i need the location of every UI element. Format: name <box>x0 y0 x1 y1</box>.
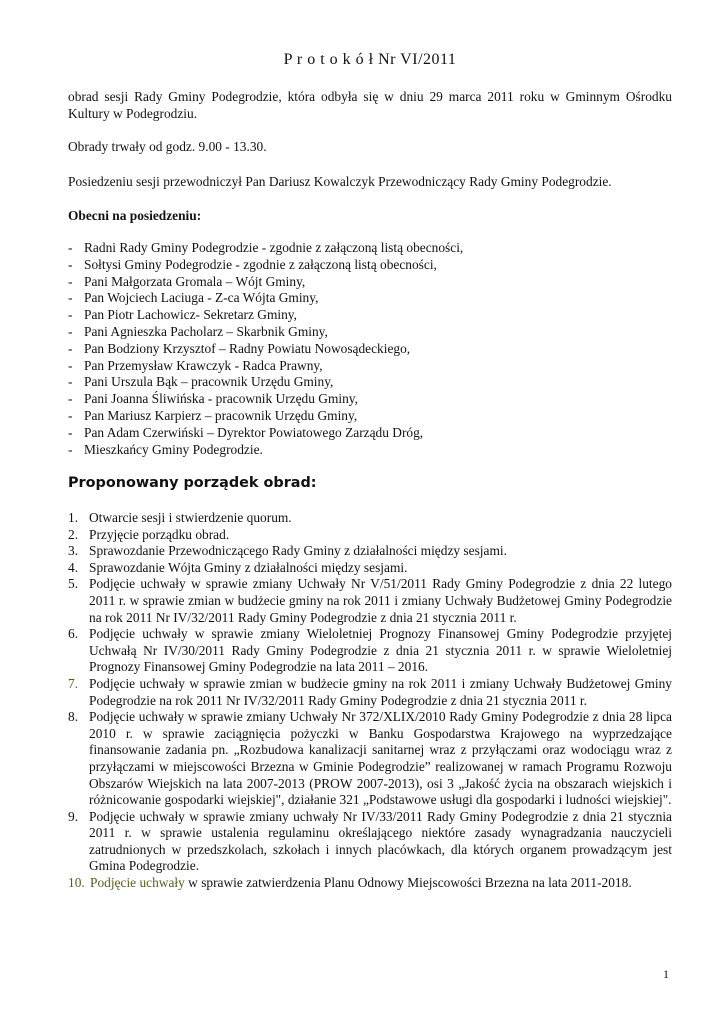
list-item: - Pan Wojciech Laciuga - Z-ca Wójta Gminy, <box>68 290 672 307</box>
list-item: - Radni Rady Gminy Podegrodzie - zgodnie z załączoną listą obecności, <box>68 240 672 257</box>
agenda-item <box>68 527 672 544</box>
agenda-list <box>68 510 672 892</box>
agenda-item-number: 7. <box>68 675 79 691</box>
agenda-item-number: 5. <box>68 576 79 592</box>
agenda-item <box>68 576 672 626</box>
agenda-item-number: 2. <box>68 526 79 542</box>
agenda-item <box>68 875 672 892</box>
page-number: 1 <box>663 967 669 981</box>
agenda-item-text: Podjęcie uchwały w sprawie zmian w budżecie gminy na rok 2011 i zmiany Uchwały Budżetowej Gminy Podegrodzie na rok 2011 Nr IV/32/2011 Rady Gminy Podegrodzie z dnia 21 stycznia 2011 r. <box>89 675 672 708</box>
agenda-item-text: w sprawie zatwierdzenia Planu Odnowy Miejscowości Brzezna na lata 2011-2018. <box>184 875 632 891</box>
agenda-item-number: 4. <box>68 559 79 575</box>
agenda-item <box>68 560 672 577</box>
agenda-item-number: 1. <box>68 510 79 525</box>
list-item: - Pani Małgorzata Gromala – Wójt Gminy, <box>68 274 672 291</box>
list-item: - Pani Joanna Śliwińska - pracownik Urzędu Gminy, <box>68 391 672 408</box>
agenda-item <box>68 510 672 527</box>
chair-paragraph: Posiedzeniu sesji przewodniczył Pan Dariusz Kowalczyk Przewodniczący Rady Gminy Podegrodzie. <box>68 174 612 189</box>
agenda-item <box>68 626 672 676</box>
intro-paragraph: obrad sesji Rady Gminy Podegrodzie, która odbyła się w dniu 29 marca 2011 roku w Gminnym Ośrodku Kultury w Podegrodziu. <box>68 89 672 121</box>
list-item: - Pan Piotr Lachowicz- Sekretarz Gminy, <box>68 307 672 324</box>
agenda-item-number: 3. <box>68 543 79 559</box>
attendees-list <box>68 240 672 458</box>
agenda-item-text: Podjęcie uchwały w sprawie zmiany Uchwały Nr 372/XLIX/2010 Rady Gminy Podegrodzie z dnia 28 lipca 2010 r. w sprawie zaciągnięcia pożyczki w Banku Gospodarstwa Krajowego na wyprzedzające finansowanie zadania pn. „Rozbudowa kanalizacji sanitarnej wraz z przyłączami oraz wodociągu wraz z przyłączami w miejscowości Brzezna w Gminie Podegrodzie” realizowanej w ramach Programu Rozwoju Obszarów Wiejskich na lata 2007-2013 (PROW 2007-2013), osi 3 „Jakość życia na obszarach wiejskich i różnicowanie gospodarki wiejskiej", działanie 321 „Podstawowe usługi dla gospodarki i ludności wiejskiej". <box>89 709 672 808</box>
agenda-item-lead: Podjęcie uchwały <box>90 875 185 891</box>
list-item: - Pan Mariusz Karpierz – pracownik Urzędu Gminy, <box>68 408 672 425</box>
list-item: - Mieszkańcy Gminy Podegrodzie. <box>68 442 672 459</box>
agenda-item-text: Otwarcie sesji i stwierdzenie quorum. <box>89 510 292 525</box>
agenda-item-text: Podjęcie uchwały w sprawie zmiany Wieloletniej Prognozy Finansowej Gminy Podegrodzie przyjętej Uchwałą Nr IV/30/2011 Rady Gminy Podegrodzie z dnia 21 stycznia 2011 r. w sprawie Wieloletniej Prognozy Finansowej Gminy Podegrodzie na lata 2011 – 2016. <box>89 626 672 675</box>
agenda-item-text: Sprawozdanie Przewodniczącego Rady Gminy z działalności między sesjami. <box>89 543 507 559</box>
agenda-item-number: 9. <box>68 808 79 824</box>
agenda-item <box>68 709 672 809</box>
list-item: - Pani Agnieszka Pacholarz – Skarbnik Gminy, <box>68 324 672 341</box>
agenda-item-text: Podjęcie uchwały w sprawie zmiany uchwały Nr IV/33/2011 Rady Gminy Podegrodzie z dnia 21 stycznia 2011 r. w sprawie ustalenia regulaminu określającego niektóre zasady wynagradzania nauczycieli zatrudnionych w przedszkolach, szkołach i innych placówkach, dla których organem prowadzącym jest Gmina Podegrodzie. <box>89 808 672 874</box>
list-item: - Pan Adam Czerwiński – Dyrektor Powiatowego Zarządu Dróg, <box>68 425 672 442</box>
agenda-item <box>68 676 672 709</box>
list-item: - Pan Przemysław Krawczyk - Radca Prawny, <box>68 358 672 375</box>
agenda-item-text: Podjęcie uchwały w sprawie zmiany Uchwały Nr V/51/2011 Rady Gminy Podegrodzie z dnia 22 lutego 2011 r. w sprawie zmian w budżecie gminy na rok 2011 i zmiany Uchwały Budżetowej Gminy Podegrodzie na rok 2011 Nr IV/32/2011 Rady Gminy Podegrodzie z dnia 21 stycznia 2011 r. <box>89 576 672 625</box>
list-item: - Pani Urszula Bąk – pracownik Urzędu Gminy, <box>68 374 672 391</box>
agenda-heading: Proponowany porządek obrad: <box>68 475 317 491</box>
page-title: P r o t o k ó ł Nr VI/2011 <box>283 51 457 68</box>
agenda-item-text: Przyjęcie porządku obrad. <box>89 526 230 542</box>
agenda-item-number: 6. <box>68 626 79 642</box>
agenda-item <box>68 809 672 875</box>
agenda-item <box>68 543 672 560</box>
agenda-item-text: Sprawozdanie Wójta Gminy z działalności między sesjami. <box>89 559 408 575</box>
agenda-item-number: 10. <box>68 875 85 891</box>
attendees-heading: Obecni na posiedzeniu: <box>68 208 202 223</box>
list-item: - Sołtysi Gminy Podegrodzie - zgodnie z załączoną listą obecności, <box>68 257 672 274</box>
duration-paragraph: Obrady trwały od godz. 9.00 - 13.30. <box>68 139 267 154</box>
agenda-item-number: 8. <box>68 709 79 725</box>
list-item: - Pan Bodziony Krzysztof – Radny Powiatu Nowosądeckiego, <box>68 341 672 358</box>
